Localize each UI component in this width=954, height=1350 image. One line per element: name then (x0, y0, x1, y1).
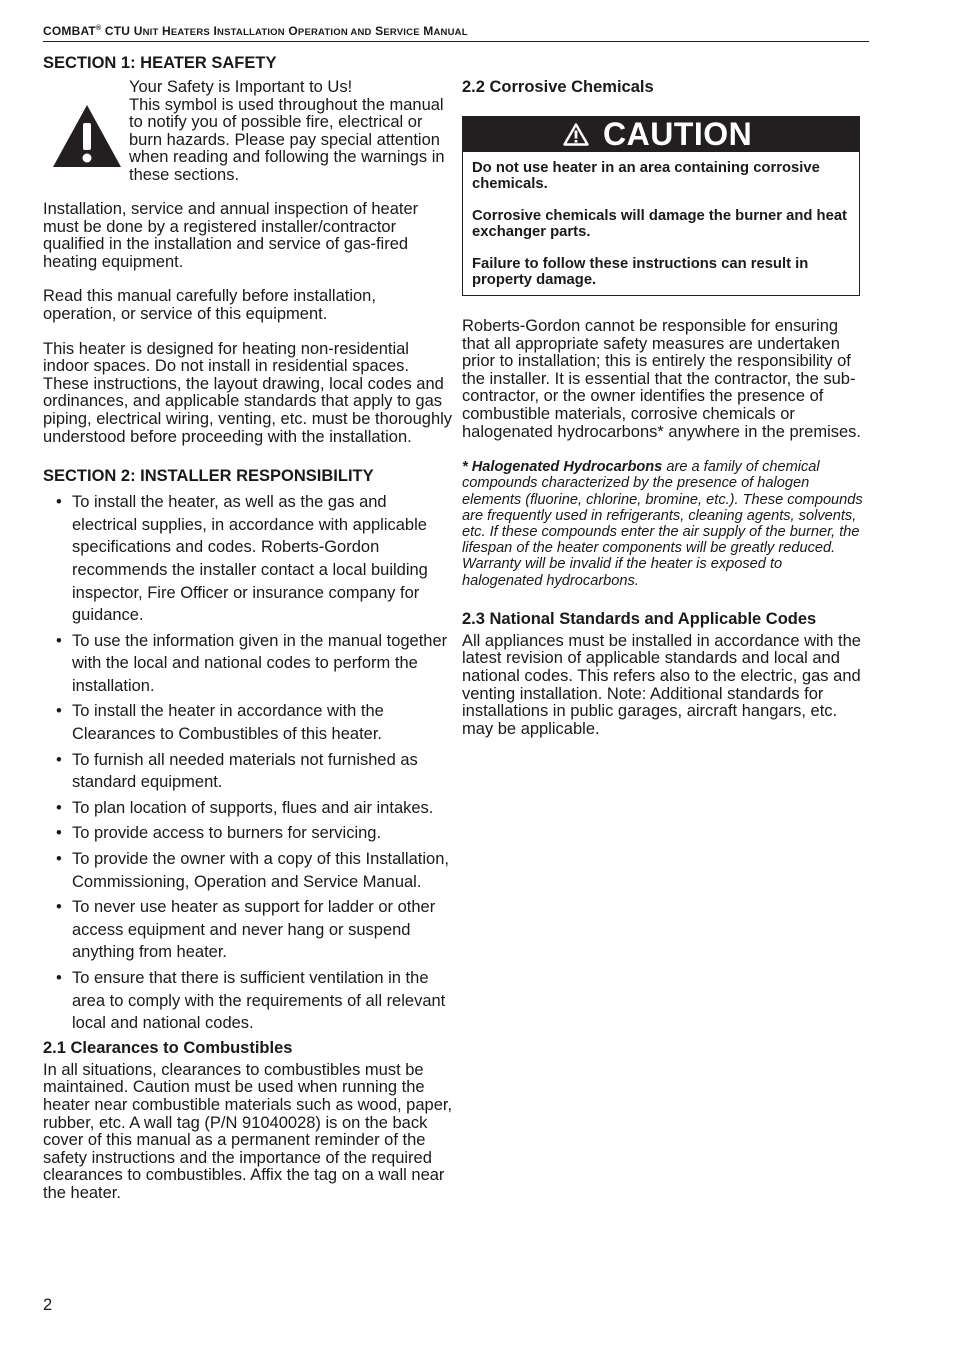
responsibility-list (43, 491, 453, 1035)
safety-notice (43, 79, 453, 199)
paragraph: Installation, service and annual inspection of heater must be done by a registered installer/contractor qualified in the installation and service of gas-fired heating equipment. (43, 200, 419, 271)
paragraph: All appliances must be installed in accordance with the latest revision of applicable standards and local and national codes. This refers also to the electric, gas and venting installation. Note: Additional standards for installations in public garages, aircraft hangars, etc. may be applicable. (462, 631, 861, 738)
model-name: CTU (104, 24, 131, 38)
running-header (43, 24, 869, 42)
right-column (462, 77, 866, 738)
paragraph: Read this manual carefully before installation, operation, or service of this equipment. (43, 287, 376, 323)
list-item: • To use the information given in the manual together with the local and national codes to perform the installation. (56, 631, 448, 695)
caution-line: Failure to follow these instructions can result in property damage. (472, 256, 809, 288)
safety-intro-title: Your Safety is Important to Us! (129, 78, 353, 96)
section2-3-heading: 2.3 National Standards and Applicable Codes (462, 609, 817, 628)
page-number: 2 (43, 1296, 53, 1314)
manual-title: UNIT HEATERS INSTALLATION OPERATION AND SERVICE MANUAL (133, 24, 468, 38)
list-item: • To install the heater in accordance with the Clearances to Combustibles of this heater. (56, 702, 384, 744)
paragraph: In all situations, clearances to combustibles must be maintained. Caution must be used when running the heater near combustible materials such as wood, paper, rubber, etc. A wall tag (P/N 91040028) is on the back cover of this manual as a permanent reminder of the safety instructions and the importance of the required clearances to combustibles. Affix the tag on a wall near the heater. (43, 1060, 453, 1202)
list-item: • To plan location of supports, flues and air intakes. (56, 798, 434, 817)
safety-intro-body: This symbol is used throughout the manual to notify you of possible fire, electrical or burn hazards. Please pay special attention when reading and following the warnings in these sections. (129, 95, 445, 184)
caution-line: Do not use heater in an area containing corrosive chemicals. (472, 160, 820, 192)
brand-name: COMBAT (43, 24, 96, 38)
section1-heading: SECTION 1: HEATER SAFETY (43, 54, 277, 72)
caution-header (463, 117, 859, 152)
list-item: • To never use heater as support for ladder or other access equipment and never hang or suspend anything from heater. (56, 898, 436, 962)
list-item: • To ensure that there is sufficient ventilation in the area to comply with the requirements of all relevant local and national codes. (56, 969, 446, 1033)
list-item: • To provide access to burners for servicing. (56, 824, 382, 843)
footnote-text: are a family of chemical compounds characterized by the presence of halogen elements (fluorine, chlorine, bromine, etc.). These compounds are frequently used in refrigerants, cleaning agents, solvents, etc. If these compounds enter the air supply of the burner, the lifespan of the heater components will be greatly reduced. Warranty will be invalid if the heater is exposed to halogenated hydrocarbons. (462, 459, 863, 589)
caution-line: Corrosive chemicals will damage the burner and heat exchanger parts. (472, 208, 847, 240)
list-item: • To furnish all needed materials not furnished as standard equipment. (56, 750, 418, 792)
safety-intro (129, 79, 459, 185)
list-item: • To install the heater, as well as the gas and electrical supplies, in accordance with applicable specifications and codes. Roberts-Gordon recommends the installer contact a local building inspector, Fire Officer or insurance company for guidance. (56, 493, 428, 625)
footnote (462, 459, 866, 589)
section2-1-heading: 2.1 Clearances to Combustibles (43, 1038, 293, 1057)
paragraph: Roberts-Gordon cannot be responsible for ensuring that all appropriate safety measures are undertaken prior to installation; this is entirely the responsibility of the installer. It is essential that the contractor, the sub-contractor, or the owner identifies the presence of combustible materials, corrosive chemicals or halogenated hydrocarbons* anywhere in the premises. (462, 317, 861, 441)
paragraph: This heater is designed for heating non-residential indoor spaces. Do not install in residential spaces. These instructions, the layout drawing, local codes and ordinances, and applicable standards that apply to gas piping, electrical wiring, venting, etc. must be thoroughly understood before proceeding with the installation. (43, 339, 453, 446)
left-column (43, 53, 453, 1203)
list-item: • To provide the owner with a copy of this Installation, Commissioning, Operation and Service Manual. (56, 850, 449, 891)
footnote-term: * Halogenated Hydrocarbons (462, 459, 663, 476)
caution-label: CAUTION (603, 116, 753, 152)
section2-2-heading: 2.2 Corrosive Chemicals (462, 78, 654, 96)
registered-mark: ® (95, 25, 102, 32)
caution-box (462, 116, 860, 296)
warning-triangle-icon (51, 103, 123, 169)
caution-triangle-icon (563, 123, 589, 146)
section2-heading: SECTION 2: INSTALLER RESPONSIBILITY (43, 467, 374, 486)
caution-body (463, 152, 859, 295)
